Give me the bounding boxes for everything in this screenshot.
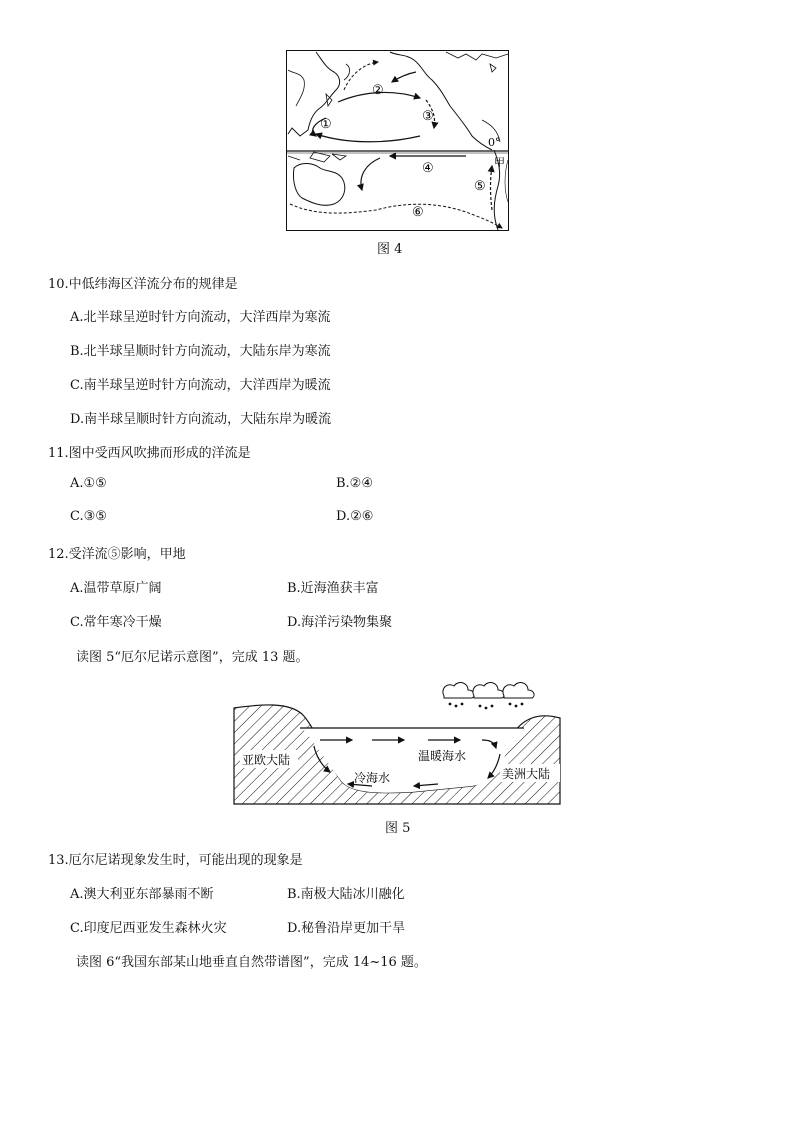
label-equator: 0°: [488, 136, 501, 149]
label-c5: ⑤: [474, 179, 486, 194]
label-c6: ⑥: [412, 205, 424, 220]
q11-option-c[interactable]: C.③⑤: [70, 509, 107, 524]
q10-option-a[interactable]: A.北半球呈逆时针方向流动，大洋西岸为寒流: [70, 310, 331, 325]
intro-q14-16: 读图 6“我国东部某山地垂直自然带谱图”，完成 14~16 题。: [76, 955, 427, 970]
q11-option-b[interactable]: B.②④: [336, 476, 373, 491]
q12-option-d[interactable]: D.海洋污染物集聚: [287, 615, 393, 630]
q13-stem: 13.厄尔尼诺现象发生时，可能出现的现象是: [48, 853, 303, 868]
label-jia: 甲: [494, 156, 505, 169]
intro-q13: 读图 5“厄尔尼诺示意图”，完成 13 题。: [76, 650, 309, 665]
q11-option-d[interactable]: D.②⑥: [336, 509, 374, 524]
figure-5-diagram: [232, 678, 562, 806]
q11-option-a[interactable]: A.①⑤: [70, 476, 107, 491]
q10-stem: 10.中低纬海区洋流分布的规律是: [48, 277, 238, 292]
label-warm-water: 温暖海水: [418, 749, 467, 763]
q13-option-a[interactable]: A.澳大利亚东部暴雨不断: [70, 887, 214, 902]
label-eurasia: 亚欧大陆: [242, 753, 291, 767]
q11-stem: 11.图中受西风吹拂而形成的洋流是: [48, 446, 251, 461]
q12-stem: 12.受洋流⑤影响，甲地: [48, 547, 186, 562]
label-c4: ④: [422, 161, 434, 176]
label-c2: ②: [372, 83, 384, 98]
q12-option-b[interactable]: B.近海渔获丰富: [287, 581, 379, 596]
label-america: 美洲大陆: [502, 767, 551, 781]
q13-option-c[interactable]: C.印度尼西亚发生森林火灾: [70, 921, 227, 936]
q12-option-c[interactable]: C.常年寒冷干燥: [70, 615, 162, 630]
ocean-currents-map: [286, 50, 509, 231]
rain-cloud-icon: [443, 683, 534, 710]
figure-5-caption: 图 5: [385, 821, 411, 836]
q13-option-b[interactable]: B.南极大陆冰川融化: [287, 887, 405, 902]
el-nino-diagram: [232, 678, 562, 806]
q10-option-b[interactable]: B.北半球呈顺时针方向流动，大陆东岸为寒流: [70, 344, 331, 359]
figure-4-caption: 图 4: [377, 242, 403, 257]
figure-4-map: [286, 50, 509, 231]
label-c1: ①: [320, 117, 332, 132]
label-cold-water: 冷海水: [354, 771, 391, 785]
q12-option-a[interactable]: A.温带草原广阔: [70, 581, 162, 596]
q13-option-d[interactable]: D.秘鲁沿岸更加干旱: [287, 921, 406, 936]
q10-option-d[interactable]: D.南半球呈顺时针方向流动，大陆东岸为暖流: [70, 412, 332, 427]
label-c3: ③: [422, 109, 434, 124]
q10-option-c[interactable]: C.南半球呈逆时针方向流动，大洋西岸为暖流: [70, 378, 331, 393]
